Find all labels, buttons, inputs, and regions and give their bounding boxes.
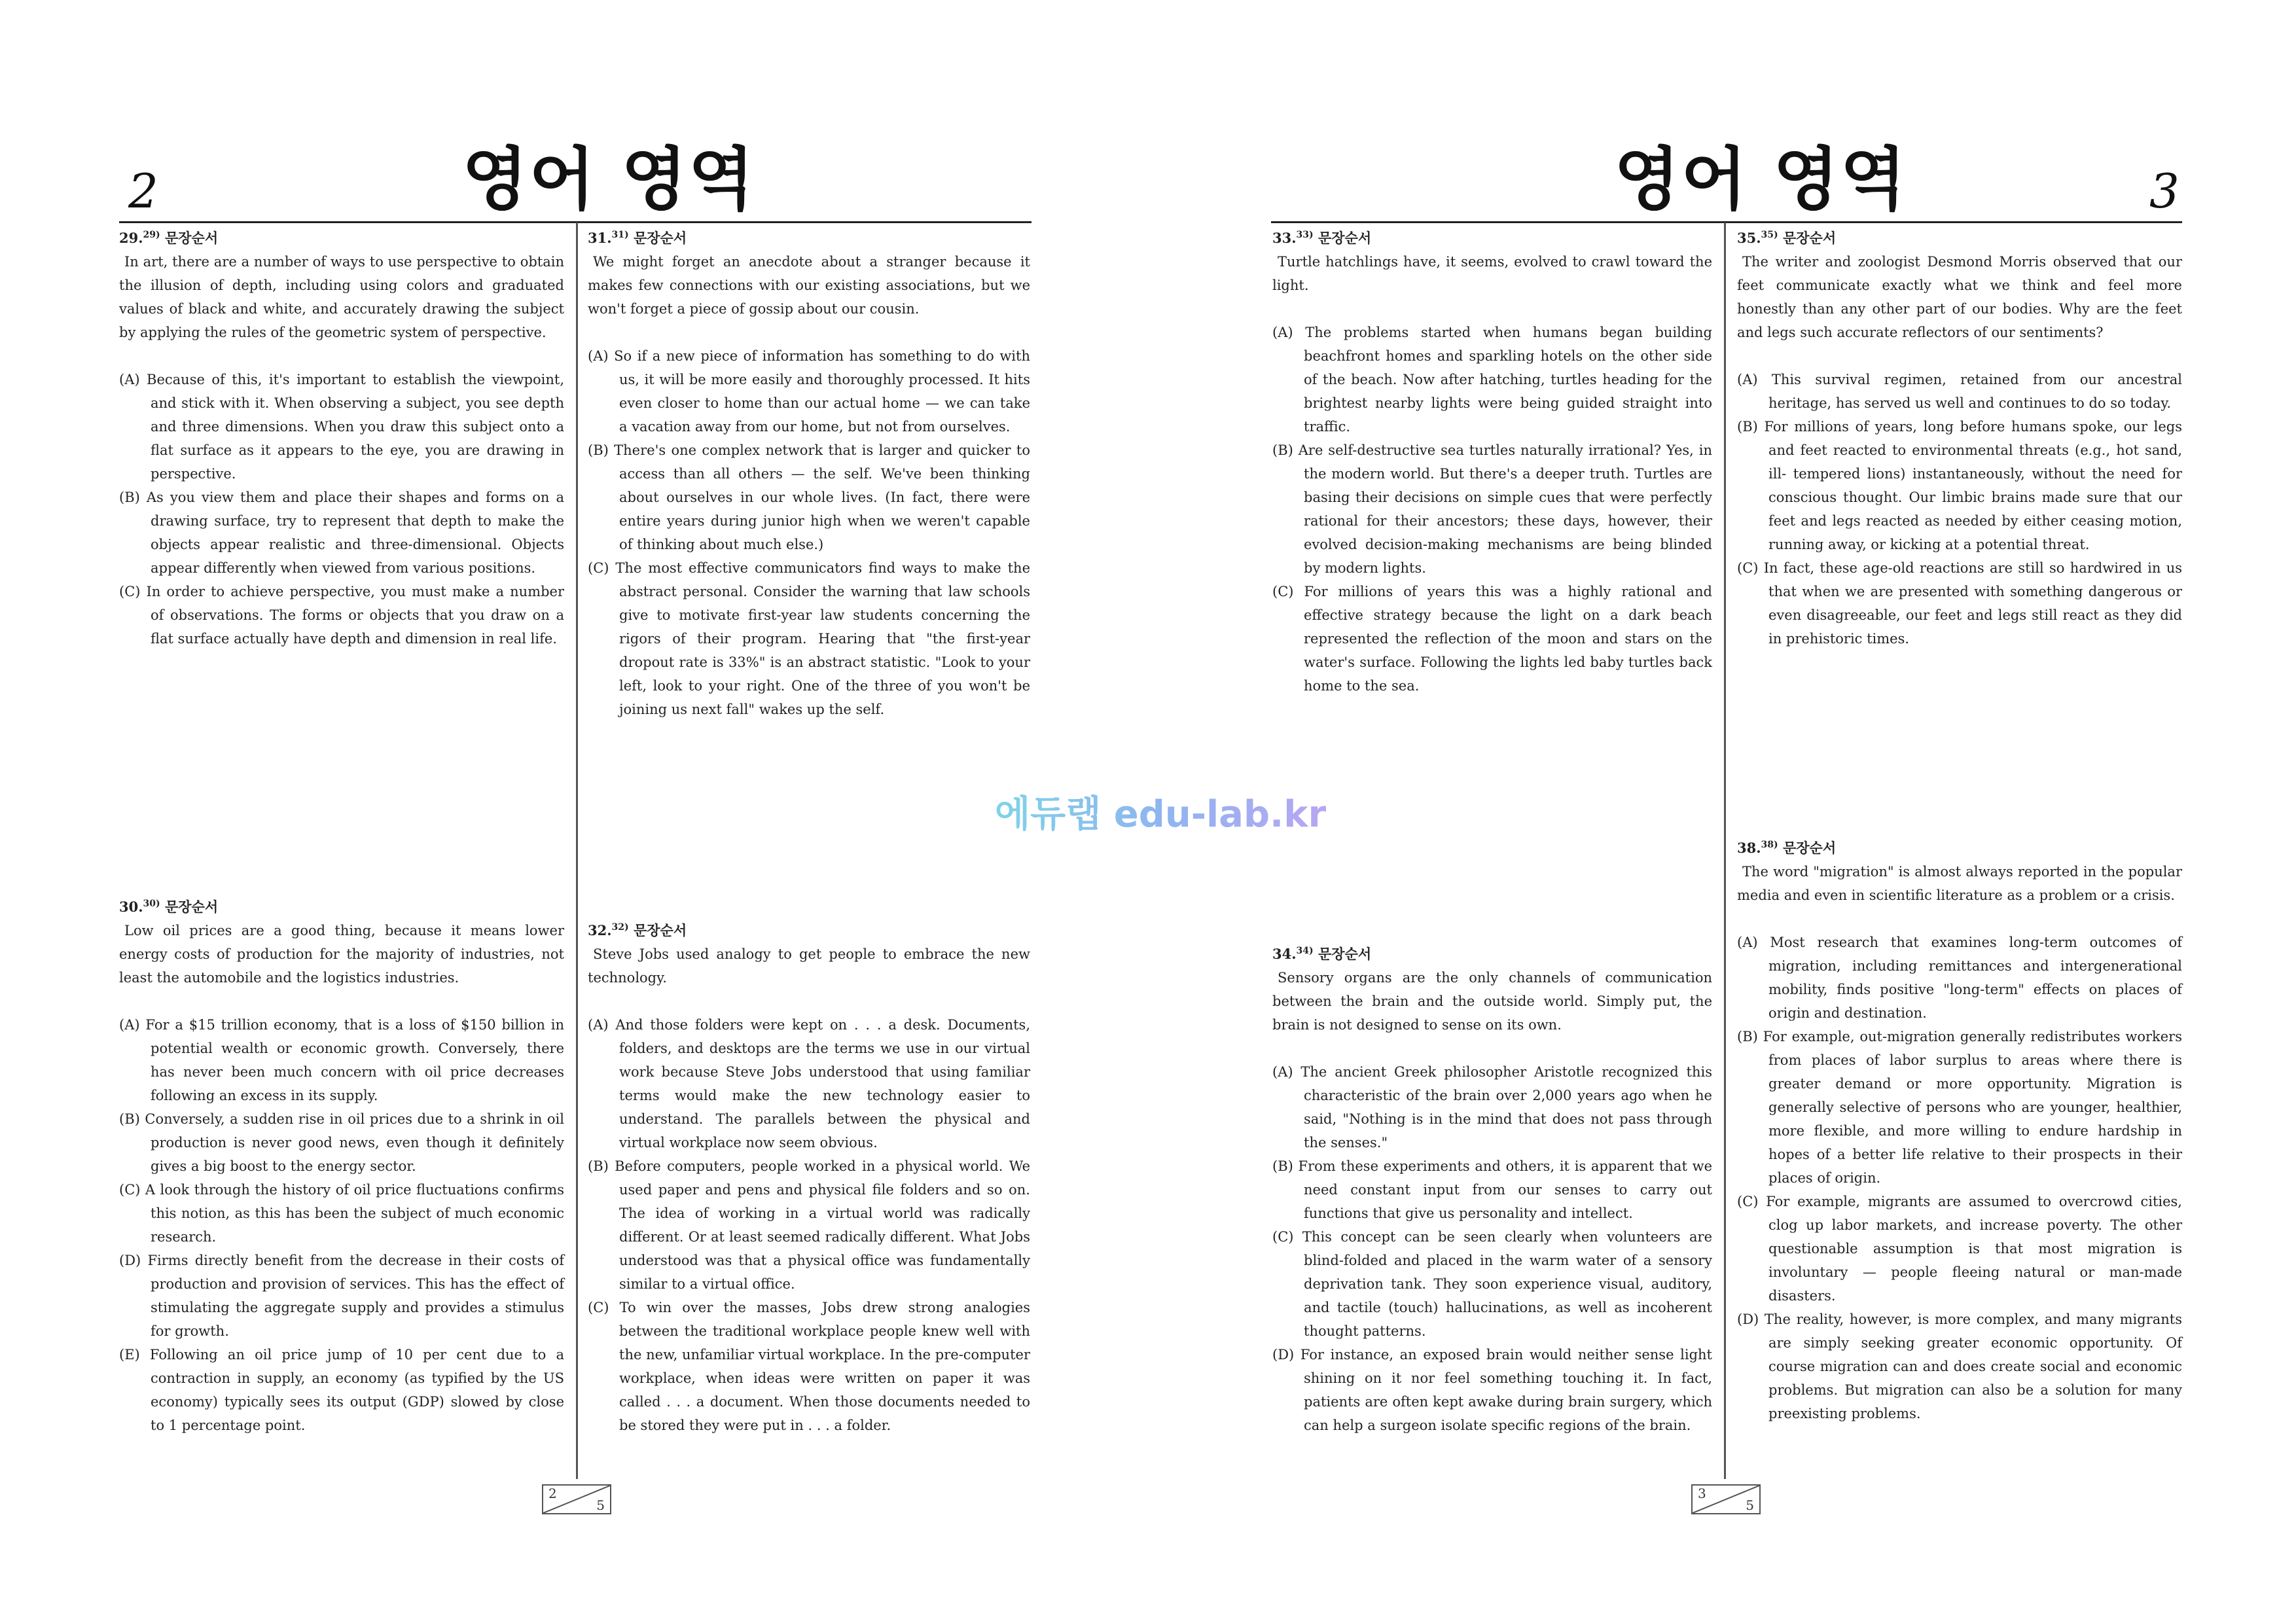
option-a: (A) So if a new piece of information has something to do with us, it will be more easily and thoroughly processed. It hits even closer to home than our actual home — we can take a vacation away from our home, but not from ourselves. [588,348,1030,435]
option-c: (C) For millions of years this was a highly rational and effective strategy because the light on a dark beach represented the reflection of the moon and stars on the water's surface. Following the lights led baby turtles back home to the sea. [1272,584,1712,694]
question-header: 30.$^{30)}$ 문장순서 [119,899,219,915]
question-header: 34.$^{34)}$ 문장순서 [1272,946,1372,962]
question-header: 38.$^{38)}$ 문장순서 [1737,840,1837,856]
column-divider [1724,223,1726,1479]
option-list [119,1013,564,1437]
section-title: 영어 영역 [462,139,756,219]
question-header: 33.$^{33)}$ 문장순서 [1272,230,1372,246]
option-b: (B) Before computers, people worked in a physical world. We used paper and pens and physical file folders and so on. The idea of working in a virtual world was radically different. Or at least seemed radically different. What Jobs understood was that a physical office was fundamentally similar to a virtual office. [588,1158,1030,1292]
option-c: (C) In fact, these age-old reactions are still so hardwired in us that when we are presented with something dangerous or even disagreeable, our feet and legs still react as they did in prehistoric times. [1737,560,2182,647]
option-b: (B) For millions of years, long before humans spoke, our legs and feet reacted to environmental threats (e.g., hot sand, ill- tempered lions) instantaneously, without the need for conscious thought. Our limbic brains made sure that our feet and legs reacted as needed by either ceasing motion, running away, or kicking at a potential threat. [1737,419,2182,552]
option-list [1737,931,2182,1425]
question-38 [1737,836,2182,1425]
question-32 [588,919,1030,1437]
column-divider [576,223,578,1479]
header-rule [1271,221,2182,223]
option-list [119,368,564,651]
option-a: (A) Because of this, it's important to establish the viewpoint, and stick with it. When observing a subject, you see depth and three dimensions. When you draw this subject onto a flat surface as it appears to the eye, you are drawing in perspective. [119,372,564,482]
footer-total: 5 [596,1497,605,1513]
question-34 [1272,942,1712,1437]
option-list [588,344,1030,721]
page-footer [542,1484,611,1514]
option-list [1272,321,1712,698]
footer-page: 2 [548,1486,557,1501]
question-intro: Turtle hatchlings have, it seems, evolved to crawl toward the light. [1272,254,1712,293]
header-rule [119,221,1031,223]
option-a: (A) And those folders were kept on . . . a desk. Documents, folders, and desktops are the terms we use in our virtual work because Steve Jobs understood that using familiar terms would make the new technology easier to understand. The parallels between the physical and virtual workplace now seem obvious. [588,1017,1030,1150]
option-c: (C) To win over the masses, Jobs drew strong analogies between the traditional workplace people knew well with the new, unfamiliar virtual workplace. In the pre-computer workplace, when ideas were written on paper it was called . . . a document. When those documents needed to be stored they were put in . . . a folder. [588,1300,1030,1433]
question-header: 32.$^{32)}$ 문장순서 [588,922,687,938]
option-c: (C) A look through the history of oil price fluctuations confirms this notion, as this has been the subject of much economic research. [119,1182,564,1245]
question-intro: Steve Jobs used analogy to get people to embrace the new technology. [588,946,1030,986]
question-35 [1737,226,2182,651]
option-c: (C) This concept can be seen clearly when volunteers are blind-folded and placed in the warm water of a sensory deprivation tank. They soon experience visual, auditory, and tactile (touch) hallucinations, as well as incoherent thought patterns. [1272,1229,1712,1339]
option-d: (D) For instance, an exposed brain would neither sense light shining on it nor feel something touching it. In fact, patients are often kept awake during brain surgery, which can help a surgeon isolate specific regions of the brain. [1272,1347,1712,1433]
option-b: (B) As you view them and place their shapes and forms on a drawing surface, try to represent that depth to make the objects appear realistic and three-dimensional. Objects appear differently when viewed from various positions. [119,490,564,576]
option-a: (A) For a $15 trillion economy, that is a loss of $150 billion in potential wealth or economic growth. Conversely, there has never been much concern with oil price decreases following an excess in its supply. [119,1017,564,1103]
option-list [1737,368,2182,651]
option-a: (A) Most research that examines long-term outcomes of migration, including remittances and intergenerational mobility, finds positive "long-term" effects on places of origin and destination. [1737,935,2182,1021]
option-c: (C) The most effective communicators find ways to make the abstract personal. Consider the warning that law schools give to motivate first-year law students concerning the rigors of their program. Hearing that "the first-year dropout rate is 33%" is an abstract statistic. "Look to your left, look to your right. One of the three of you won't be joining us next fall" wakes up the self. [588,560,1030,717]
option-c: (C) For example, migrants are assumed to overcrowd cities, clog up labor markets, and increase poverty. The other questionable assumption is that most migration is involuntary — people fleeing natural or man-made disasters. [1737,1194,2182,1304]
option-b: (B) Conversely, a sudden rise in oil prices due to a shrink in oil production is never good news, even though it definitely gives a big boost to the energy sector. [119,1111,564,1174]
option-a: (A) This survival regimen, retained from our ancestral heritage, has served us well and continues to do so today. [1737,372,2182,411]
question-header: 35.$^{35)}$ 문장순서 [1737,230,1837,246]
footer-total: 5 [1746,1497,1754,1513]
question-29 [119,226,564,651]
option-b: (B) There's one complex network that is larger and quicker to access than all others — the self. We've been thinking about ourselves in our whole lives. (In fact, there were entire years during junior high when we weren't capable of thinking about much else.) [588,442,1030,552]
page-number-large: 3 [2149,164,2179,219]
question-31 [588,226,1030,721]
page-number-large: 2 [128,164,158,219]
question-intro: We might forget an anecdote about a stranger because it makes few connections with our existing associations, but we won't forget a piece of gossip about our cousin. [588,254,1030,317]
option-b: (B) Are self-destructive sea turtles naturally irrational? Yes, in the modern world. But there's a deeper truth. Turtles are basing their decisions on simple cues that were perfectly rational for their ancestors; these days, however, their evolved decision-making mechanisms are being blinded by modern lights. [1272,442,1712,576]
option-c: (C) In order to achieve perspective, you must make a number of observations. The forms or objects that you draw on a flat surface actually have depth and dimension in real life. [119,584,564,647]
question-intro: The writer and zoologist Desmond Morris observed that our feet communicate exactly what we think and feel more honestly than any other part of our bodies. Why are the feet and legs such accurate reflectors of our sentiments? [1737,254,2182,340]
watermark: 에듀랩 edu-lab.kr [995,785,1326,838]
option-e: (E) Following an oil price jump of 10 per cent due to a contraction in supply, an economy (as typified by the US economy) typically sees its output (GDP) slowed by close to 1 percentage point. [119,1347,564,1433]
option-d: (D) The reality, however, is more complex, and many migrants are simply seeking greater economic opportunity. Of course migration can and does create social and economic problems. But migration can also be a solution for many preexisting problems. [1737,1311,2182,1421]
question-intro: Sensory organs are the only channels of communication between the brain and the outside world. Simply put, the brain is not designed to sense on its own. [1272,970,1712,1033]
option-list [588,1013,1030,1437]
section-title: 영어 영역 [1614,139,1908,219]
question-header: 31.$^{31)}$ 문장순서 [588,230,687,246]
option-b: (B) For example, out-migration generally redistributes workers from places of labor surplus to areas where there is greater demand or more opportunity. Migration is generally selective of persons who are younger, healthier, more flexible, and more willing to endure hardship in hopes of a better life relative to their prospects in their places of origin. [1737,1029,2182,1186]
question-header: 29.$^{29)}$ 문장순서 [119,230,219,246]
page-footer [1691,1484,1761,1514]
question-33 [1272,226,1712,698]
option-d: (D) Firms directly benefit from the decrease in their costs of production and provision of services. This has the effect of stimulating the aggregate supply and provides a stimulus for growth. [119,1253,564,1339]
question-intro: In art, there are a number of ways to use perspective to obtain the illusion of depth, including using colors and graduated values of black and white, and accurately drawing the subject by applying the rules of the geometric system of perspective. [119,254,564,340]
option-b: (B) From these experiments and others, it is apparent that we need constant input from our senses to carry out functions that give us personality and intellect. [1272,1158,1712,1221]
question-intro: Low oil prices are a good thing, because it means lower energy costs of production for the majority of industries, not least the automobile and the logistics industries. [119,923,564,986]
option-a: (A) The ancient Greek philosopher Aristotle recognized this characteristic of the brain over 2,000 years ago when he said, "Nothing is in the mind that does not pass through the senses." [1272,1064,1712,1150]
question-30 [119,895,564,1437]
footer-page: 3 [1698,1486,1706,1501]
option-a: (A) The problems started when humans began building beachfront homes and sparkling hotels on the other side of the beach. Now after hatching, turtles heading for the brightest nearby lights were being guided straight into traffic. [1272,325,1712,435]
question-intro: The word "migration" is almost always reported in the popular media and even in scientific literature as a problem or a crisis. [1737,864,2182,903]
option-list [1272,1060,1712,1437]
